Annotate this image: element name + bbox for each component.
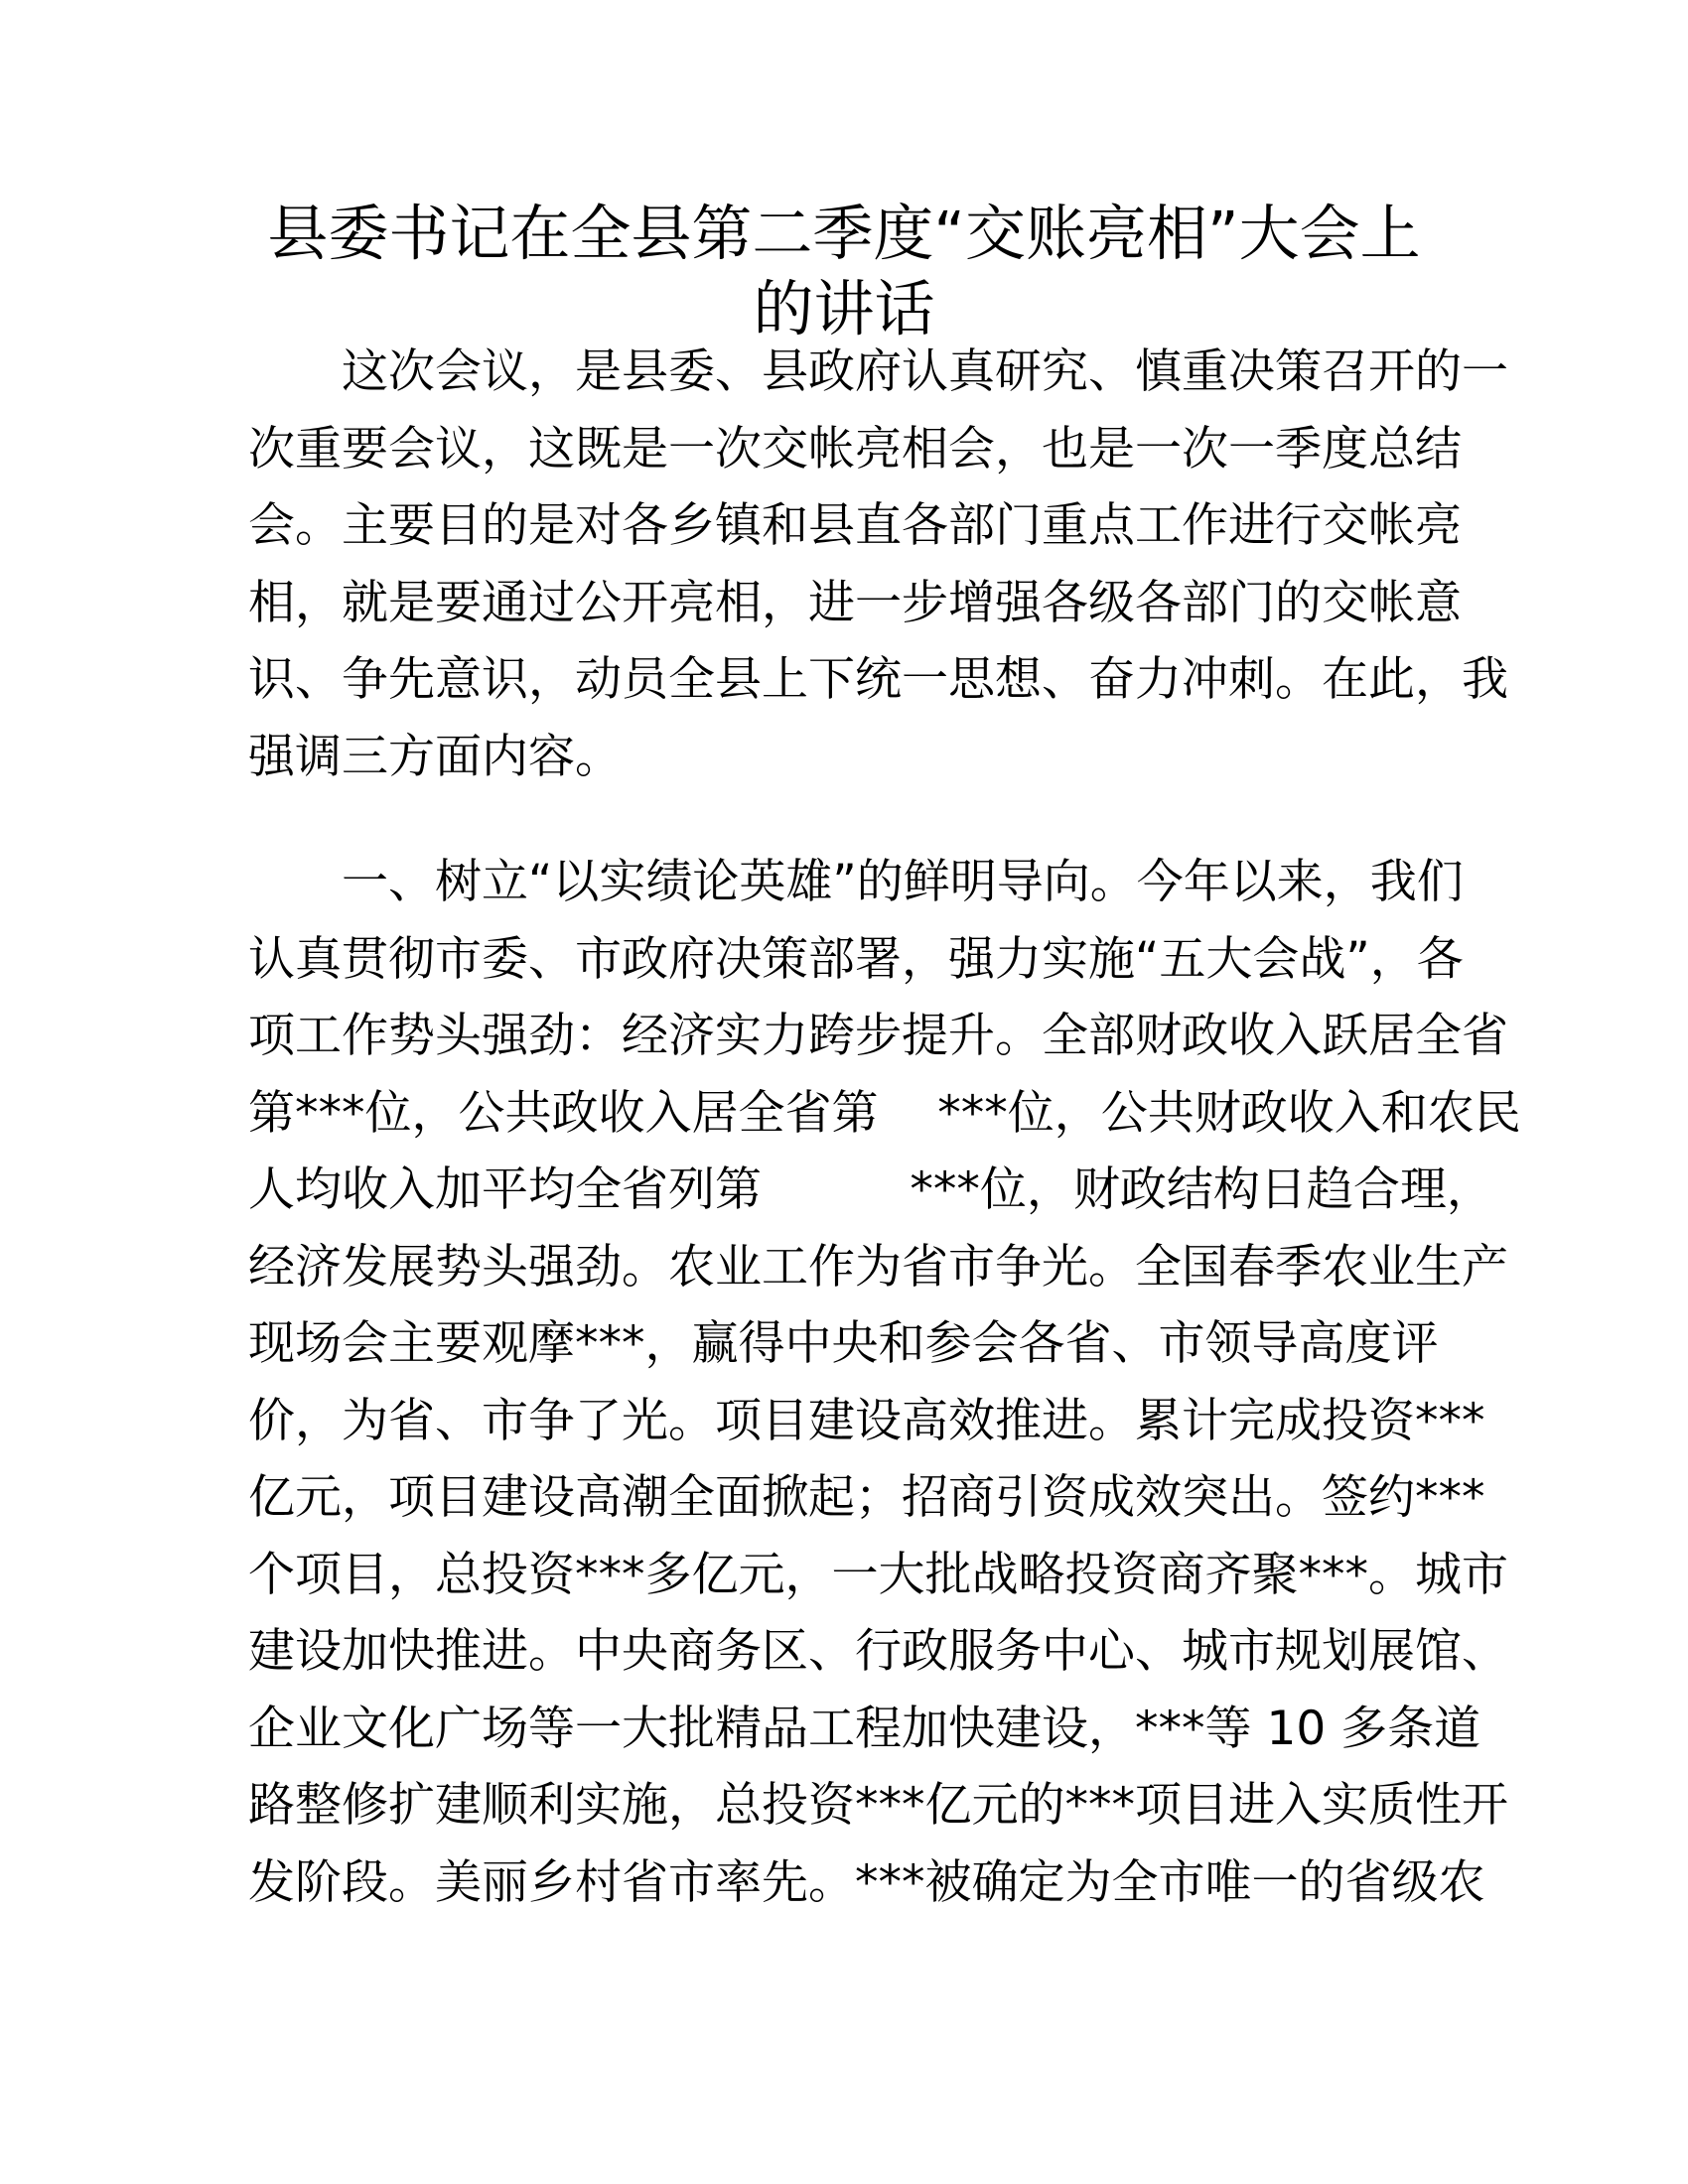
text-line: 第***位，公共政收入居全省第 ***位，公共财政收入和农民 bbox=[248, 1085, 1521, 1141]
text-line: 强调三方面内容。 bbox=[248, 729, 622, 784]
text-line: 经济发展势头强劲。农业工作为省市争光。全国春季农业生产 bbox=[248, 1239, 1508, 1295]
text-line: 亿元，项目建设高潮全面掀起；招商引资成效突出。签约*** bbox=[248, 1470, 1485, 1525]
text-line: 次重要会议，这既是一次交帐亮相会，也是一次一季度总结 bbox=[248, 421, 1462, 477]
title-line: 的讲话 bbox=[753, 274, 935, 344]
text-line: 现场会主要观摩***，赢得中央和参会各省、市领导高度评 bbox=[248, 1316, 1439, 1371]
text-line: 建设加快推进。中央商务区、行政服务中心、城市规划展馆、 bbox=[248, 1624, 1508, 1679]
text-line: 这次会议，是县委、县政府认真研究、慎重决策召开的一 bbox=[342, 344, 1508, 399]
text-line: 一、树立“以实绩论英雄”的鲜明导向。今年以来，我们 bbox=[342, 855, 1464, 909]
text-line: 识、争先意识，动员全县上下统一思想、奋力冲刺。在此，我 bbox=[248, 652, 1508, 707]
title-line: 县委书记在全县第二季度“交账亮相”大会上 bbox=[267, 199, 1421, 269]
text-line: 路整修扩建顺利实施，总投资***亿元的***项目进入实质性开 bbox=[248, 1778, 1508, 1833]
text-line: 人均收入加平均全省列第 ***位，财政结构日趋合理， bbox=[248, 1162, 1493, 1217]
text-line: 价，为省、市争了光。项目建设高效推进。累计完成投资*** bbox=[248, 1393, 1485, 1448]
text-line: 企业文化广场等一大批精品工程加快建设，***等 10 多条道 bbox=[248, 1701, 1481, 1756]
paragraph-section-one bbox=[248, 844, 1521, 1921]
text-line: 发阶段。美丽乡村省市率先。***被确定为全市唯一的省级农 bbox=[248, 1854, 1485, 1910]
text-line: 个项目，总投资***多亿元，一大批战略投资商齐聚***。城市 bbox=[248, 1547, 1508, 1602]
document-title bbox=[228, 197, 1460, 347]
text-line: 会。主要目的是对各乡镇和县直各部门重点工作进行交帐亮 bbox=[248, 498, 1462, 553]
text-line: 项工作势头强劲：经济实力跨步提升。全部财政收入跃居全省 bbox=[248, 1009, 1508, 1063]
paragraph-intro bbox=[248, 334, 1508, 795]
text-line: 认真贯彻市委、市政府决策部署，强力实施“五大会战”，各 bbox=[248, 931, 1464, 987]
text-line: 相，就是要通过公开亮相，进一步增强各级各部门的交帐意 bbox=[248, 575, 1462, 630]
